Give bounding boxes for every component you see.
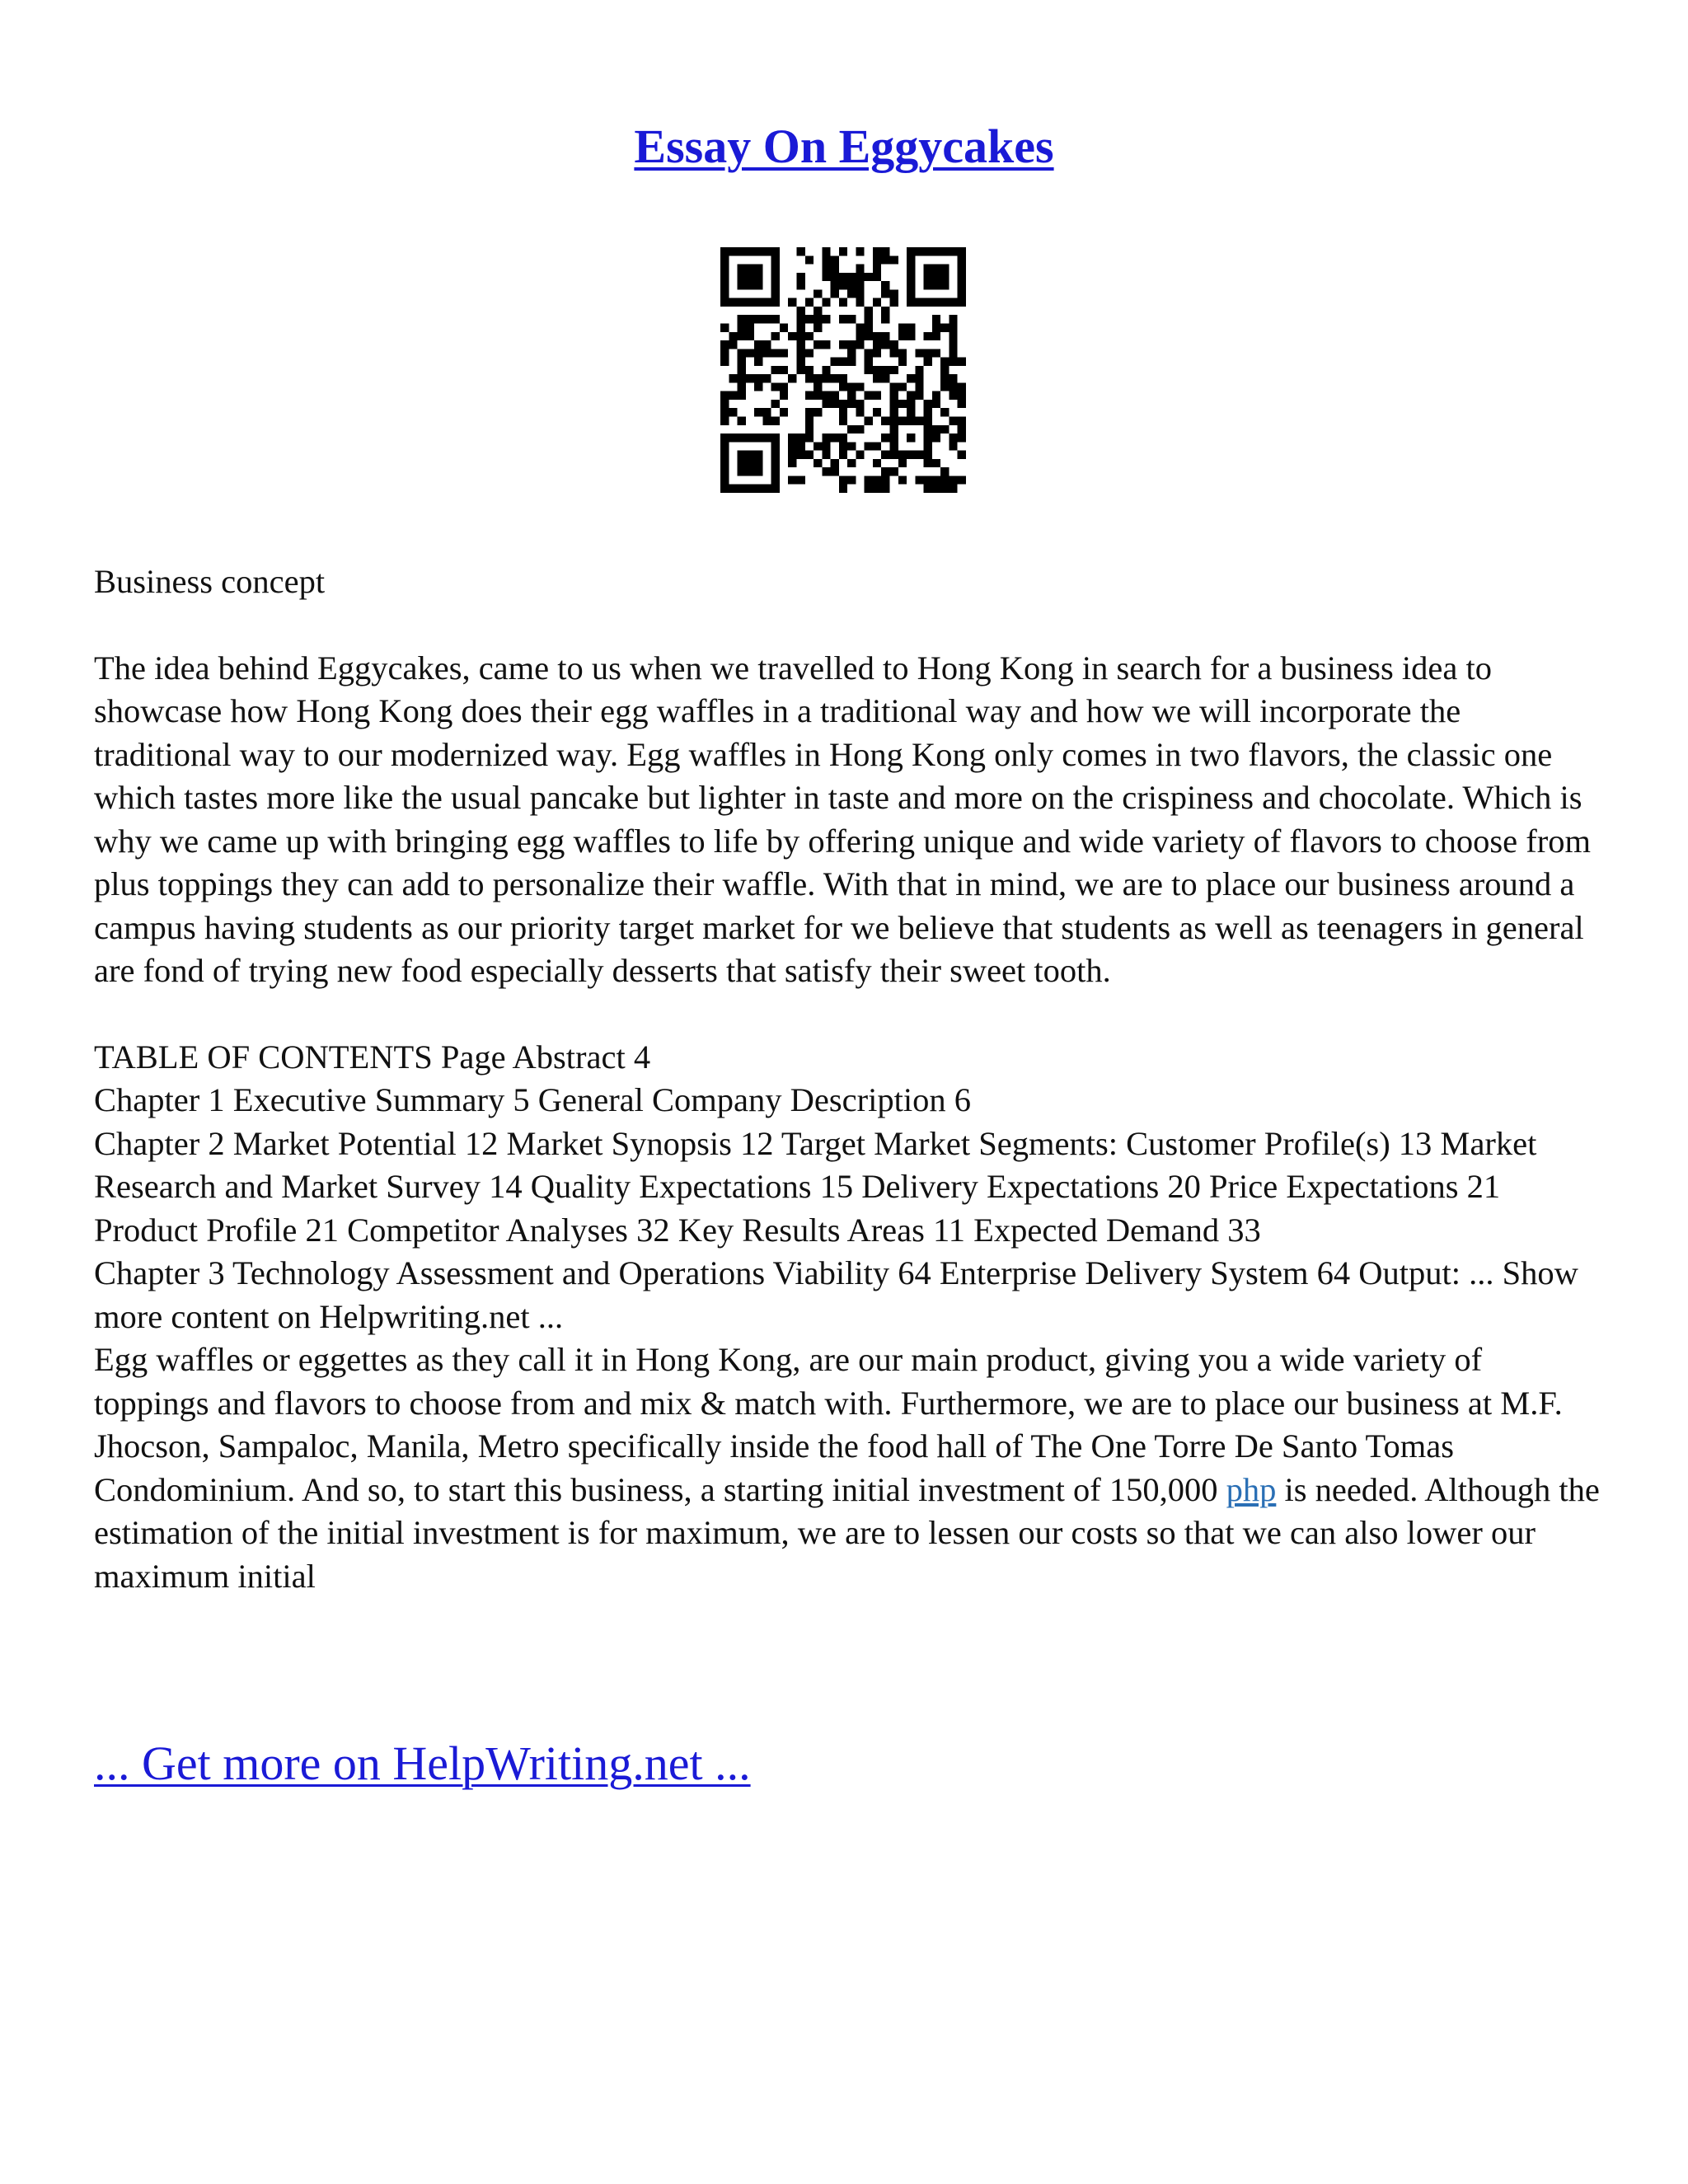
product-paragraph [94, 1338, 1602, 1598]
product-text-start: Egg waffles or eggettes as they call it in Hong Kong, are our main product, giving you a wide variety of toppings and flavors to choose from and mix & match with. Furthermore, we are to place our business at M.F. Jhocson, Sampaloc, Manila, Metro specifically inside the food hall of The One Torre De Santo Tomas Condominium. And so, to start this business, a starting initial investment of 150,000 [94, 1341, 1563, 1508]
toc-line: TABLE OF CONTENTS Page Abstract 4 [94, 1038, 651, 1076]
qr-code-icon [720, 247, 966, 493]
get-more-link[interactable]: ... Get more on HelpWriting.net ... [94, 1736, 751, 1790]
title-link[interactable]: Essay On Eggycakes [634, 120, 1054, 173]
get-more-section [94, 1731, 751, 1797]
document-body [94, 560, 1602, 1598]
intro-paragraph: The idea behind Eggycakes, came to us when we travelled to Hong Kong in search for a business idea to showcase how Hong Kong does their egg waffles in a traditional way and how we will incorporate the traditional way to our modernized way. Egg waffles in Hong Kong only comes in two flavors, the classic one which tastes more like the usual pancake but lighter in taste and more on the crispiness and chocolate. Which is why we came up with bringing egg waffles to life by offering unique and wide variety of flavors to choose from plus toppings they can add to personalize their waffle. With that in mind, we are to place our business around a campus having students as our priority target market for we believe that students as well as teenagers in general are fond of trying new food especially desserts that satisfy their sweet tooth. [94, 649, 1592, 989]
toc-line: Chapter 3 Technology Assessment and Operations Viability 64 Enterprise Delivery System 64 Output: ... Show more content on Helpwriting.net ... [94, 1254, 1578, 1335]
product-text-end: is needed. Although the estimation of the initial investment is for maximum, we are to lessen our costs so that we can also lower our maximum initial [94, 1470, 1600, 1595]
document-title [0, 114, 1688, 180]
toc-line: Chapter 1 Executive Summary 5 General Company Description 6 [94, 1081, 971, 1118]
section-heading: Business concept [94, 563, 326, 600]
php-link[interactable]: php [1226, 1470, 1277, 1508]
toc-line: Chapter 2 Market Potential 12 Market Synopsis 12 Target Market Segments: Customer Profile(s) 13 Market Research and Market Survey 14 Quality Expectations 15 Delivery Expectations 20 Price Expectations 21 Product Profile 21 Competitor Analyses 32 Key Results Areas 11 Expected Demand 33 [94, 1124, 1537, 1249]
